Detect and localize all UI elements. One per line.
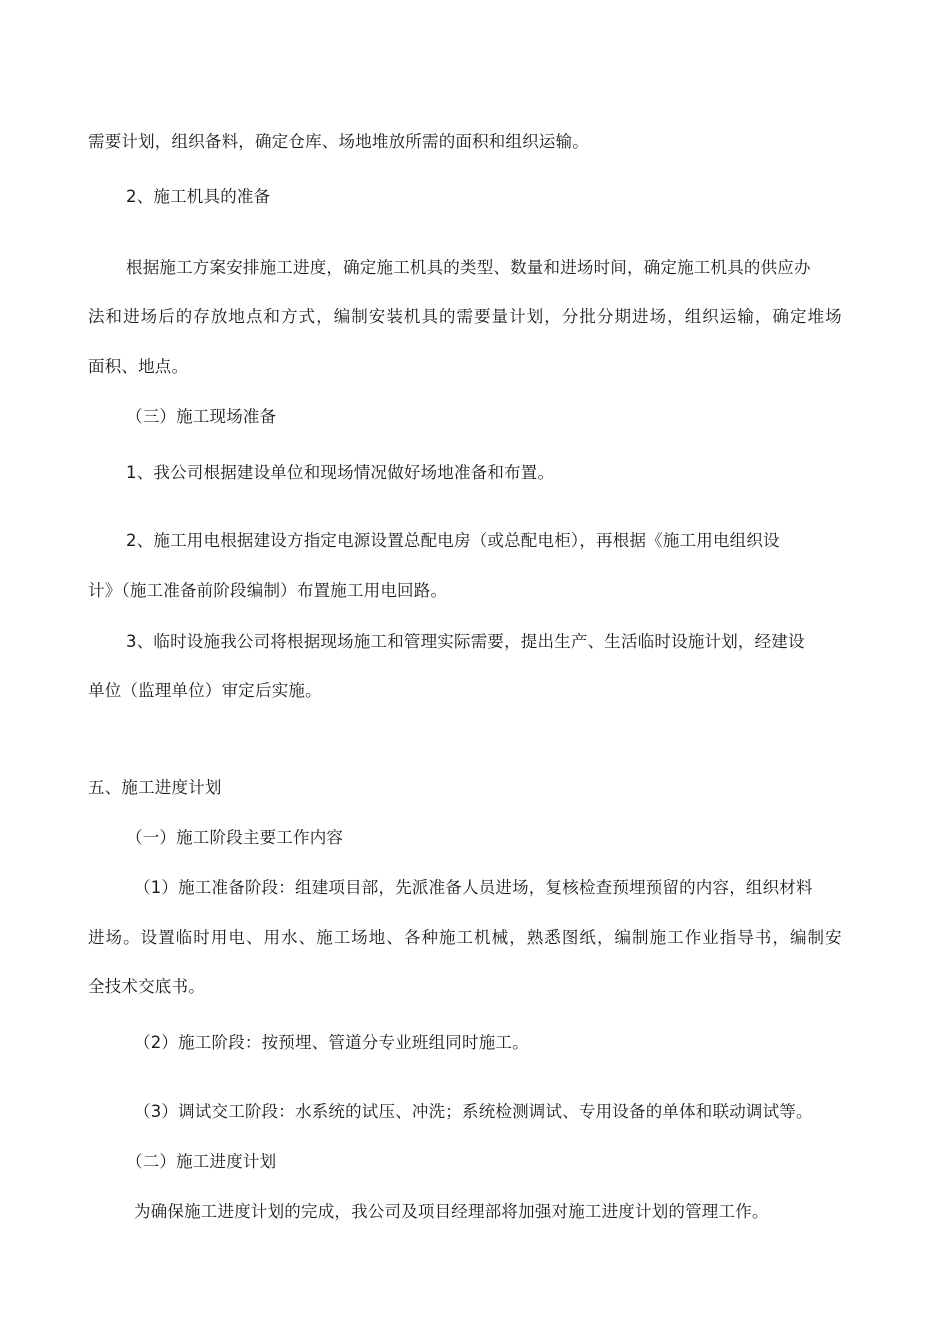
paragraph-line: （3）调试交工阶段：水系统的试压、冲洗；系统检测调试、专用设备的单体和联动调试等。	[134, 1102, 813, 1121]
paragraph-line: 1、我公司根据建设单位和现场情况做好场地准备和布置。	[126, 463, 555, 482]
paragraph-line: 全技术交底书。	[88, 977, 205, 996]
paragraph-line: 法和进场后的存放地点和方式，编制安装机具的需要量计划，分批分期进场，组织运输，确定堆场	[88, 307, 843, 326]
paragraph-line: 计》（施工准备前阶段编制）布置施工用电回路。	[88, 581, 448, 600]
section-heading: （三）施工现场准备	[126, 407, 277, 426]
paragraph-line: 3、临时设施我公司将根据现场施工和管理实际需要，提出生产、生活临时设施计划，经建设	[126, 632, 805, 651]
section-heading: （一）施工阶段主要工作内容	[126, 828, 344, 847]
chapter-heading: 五、施工进度计划	[88, 778, 222, 797]
paragraph-line: 根据施工方案安排施工进度，确定施工机具的类型、数量和进场时间，确定施工机具的供应办	[126, 258, 811, 277]
paragraph-line: 面积、地点。	[88, 357, 189, 376]
subsection-heading: 2、施工机具的准备	[126, 187, 271, 206]
paragraph-line: （1）施工准备阶段：组建项目部，先派准备人员进场，复核检查预埋预留的内容，组织材料	[134, 878, 813, 897]
paragraph-line: 单位（监理单位）审定后实施。	[88, 681, 322, 700]
paragraph-line: 2、施工用电根据建设方指定电源设置总配电房（或总配电柜），再根据《施工用电组织设	[126, 531, 780, 550]
paragraph-line: 为确保施工进度计划的完成，我公司及项目经理部将加强对施工进度计划的管理工作。	[134, 1202, 769, 1221]
paragraph-line: （2）施工阶段：按预埋、管道分专业班组同时施工。	[134, 1033, 529, 1052]
section-heading: （二）施工进度计划	[126, 1152, 277, 1171]
paragraph-line: 进场。设置临时用电、用水、施工场地、各种施工机械，熟悉图纸，编制施工作业指导书，编制安	[88, 928, 843, 947]
paragraph-line: 需要计划，组织备料，确定仓库、场地堆放所需的面积和组织运输。	[88, 132, 589, 151]
